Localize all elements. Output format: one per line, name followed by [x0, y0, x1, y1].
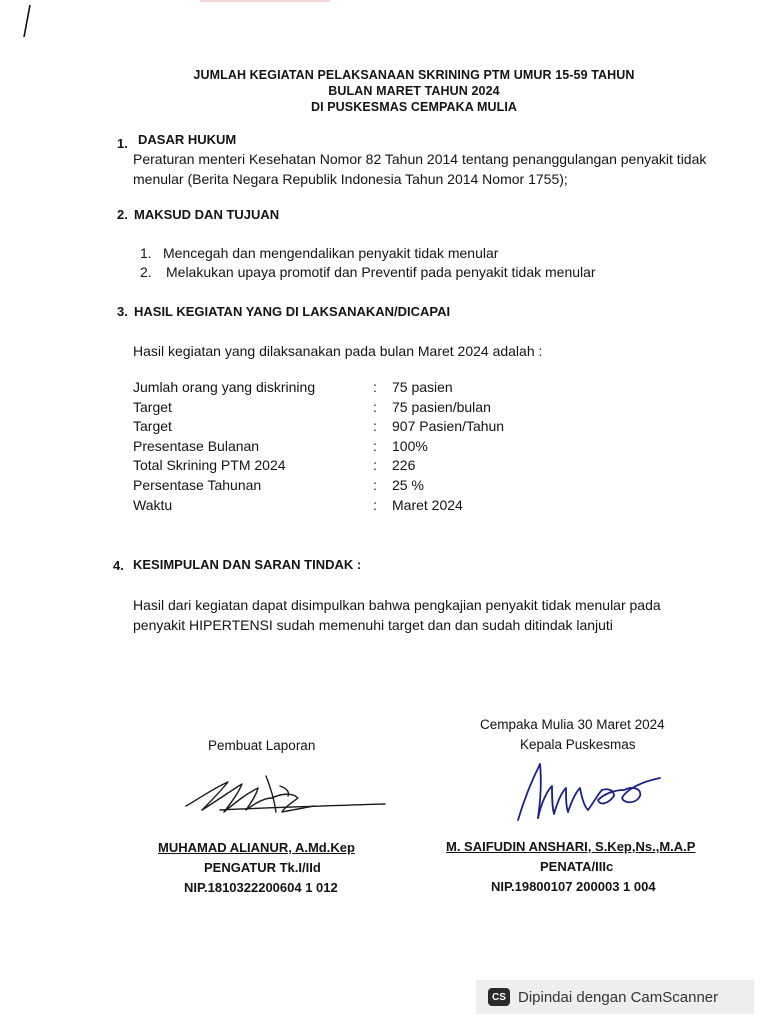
section-1-number: 1. — [117, 136, 128, 151]
section-3-intro: Hasil kegiatan yang dilaksanakan pada bulan Maret 2024 adalah : — [133, 343, 543, 359]
section-3-title: HASIL KEGIATAN YANG DI LAKSANAKAN/DICAPAI — [134, 304, 451, 319]
doc-title-line1: JUMLAH KEGIATAN PELAKSANAAN SKRINING PTM UMUR 15-59 TAHUN — [193, 68, 635, 82]
info-row-colon: : — [373, 457, 377, 473]
list-item-text: Mencegah dan mengendalikan penyakit tidak menular — [163, 245, 499, 261]
doc-title-line3: DI PUSKESMAS CEMPAKA MULIA — [310, 100, 518, 114]
info-row-label: Presentase Bulanan — [133, 438, 260, 454]
section-1-text-line1: Peraturan menteri Kesehatan Nomor 82 Tahun 2014 tentang penanggulangan penyakit tidak — [133, 151, 707, 167]
section-4-text-line1: Hasil dari kegiatan dapat disimpulkan bahwa pengkajian penyakit tidak menular pada — [133, 597, 661, 613]
section-2-number: 2. — [117, 207, 128, 222]
info-row-label: Persentase Tahunan — [133, 477, 262, 493]
section-2-title: MAKSUD DAN TUJUAN — [134, 207, 280, 222]
info-row-colon: : — [373, 477, 377, 493]
doc-title-line2: BULAN MARET TAHUN 2024 — [328, 84, 500, 98]
signer-right-role: Kepala Puskesmas — [520, 737, 636, 752]
section-1-title: DASAR HUKUM — [138, 132, 237, 147]
section-4-title: KESIMPULAN DAN SARAN TINDAK : — [133, 557, 362, 572]
info-row-value: 226 — [392, 457, 416, 473]
signer-right-rank: PENATA/IIIc — [540, 859, 614, 874]
signature-left-image — [180, 768, 390, 828]
list-item-text: Melakukan upaya promotif dan Preventif pada penyakit tidak menular — [166, 264, 596, 280]
info-row-colon: : — [373, 399, 377, 415]
section-3-number: 3. — [117, 304, 128, 319]
info-row-colon: : — [373, 497, 377, 513]
info-row-colon: : — [373, 438, 377, 454]
signer-left-rank: PENGATUR Tk.I/IId — [204, 860, 321, 875]
info-row-label: Waktu — [133, 497, 173, 513]
camscanner-watermark — [476, 980, 754, 1014]
signer-right-nip: NIP.19800107 200003 1 004 — [491, 879, 656, 894]
signer-left-name: MUHAMAD ALIANUR, A.Md.Kep — [158, 840, 355, 855]
info-row-label: Total Skrining PTM 2024 — [133, 457, 286, 473]
info-row-value: 25 % — [392, 477, 424, 493]
section-4-text-line2: penyakit HIPERTENSI sudah memenuhi target dan dan sudah ditindak lanjuti — [133, 617, 613, 633]
scan-artifact-line — [200, 0, 330, 2]
info-row-value: 907 Pasien/Tahun — [392, 418, 505, 434]
section-4-number: 4. — [113, 558, 124, 573]
list-item-number: 2. — [140, 264, 152, 280]
signer-right-name: M. SAIFUDIN ANSHARI, S.Kep,Ns.,M.A.P — [446, 839, 696, 854]
info-row-value: 100% — [392, 438, 428, 454]
section-1-text-line2: menular (Berita Negara Republik Indonesia Tahun 2014 Nomor 1755); — [133, 171, 568, 187]
info-row-value: 75 pasien — [392, 379, 453, 395]
signature-place-date: Cempaka Mulia 30 Maret 2024 — [480, 717, 665, 732]
signature-right-image — [510, 760, 670, 830]
camscanner-text: Dipindai dengan CamScanner — [518, 988, 719, 1006]
list-item-number: 1. — [140, 245, 152, 261]
info-row-value: Maret 2024 — [392, 497, 463, 513]
info-row-colon: : — [373, 379, 377, 395]
info-row-label: Target — [133, 399, 172, 415]
signer-left-nip: NIP.1810322200604 1 012 — [184, 880, 338, 895]
info-row-label: Target — [133, 418, 172, 434]
pen-mark — [22, 4, 32, 38]
signer-left-role: Pembuat Laporan — [208, 738, 316, 753]
info-row-label: Jumlah orang yang diskrining — [133, 379, 316, 395]
info-row-value: 75 pasien/bulan — [392, 399, 491, 415]
camscanner-icon: CS — [488, 988, 510, 1006]
info-row-colon: : — [373, 418, 377, 434]
